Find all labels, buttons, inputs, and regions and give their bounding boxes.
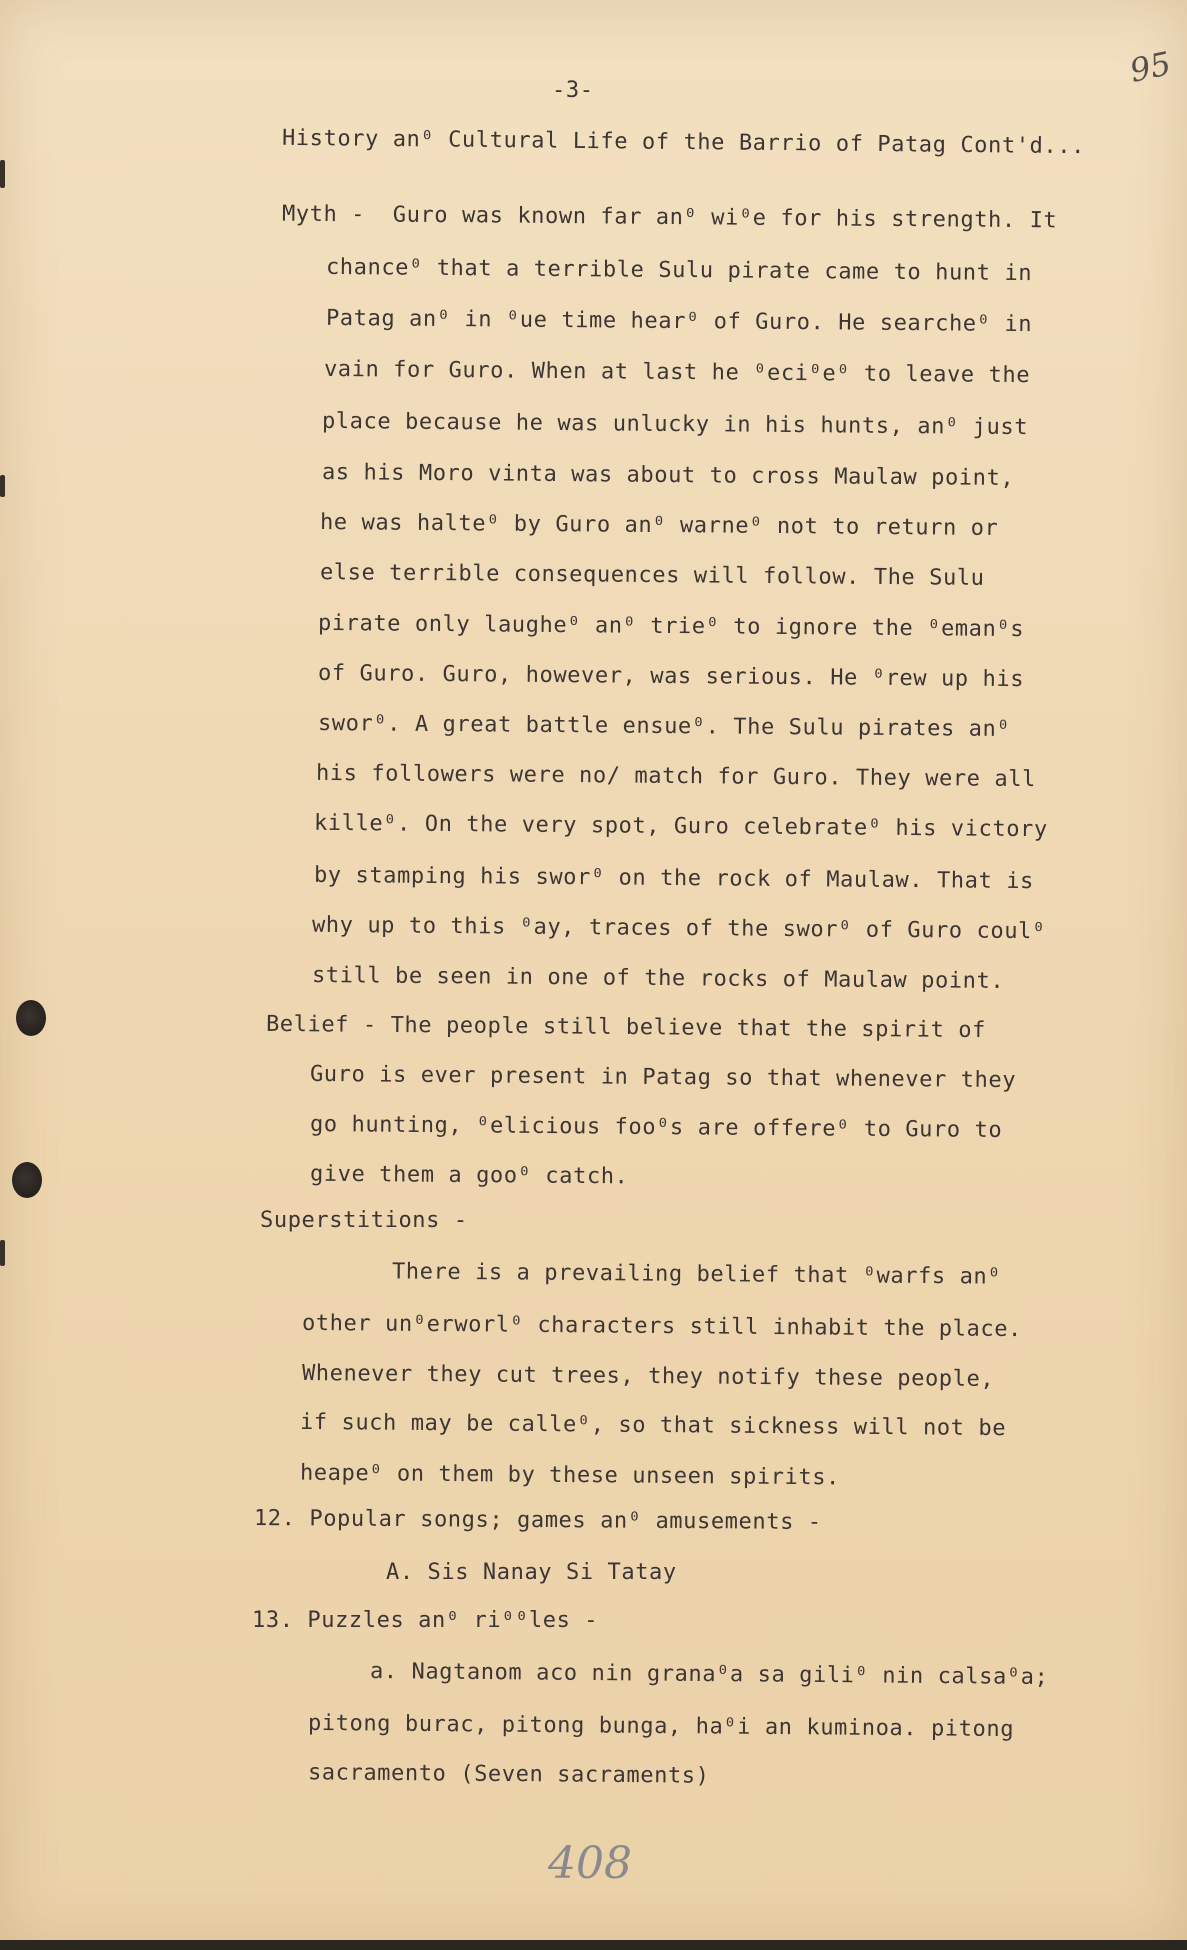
myth-line: kille⁰. On the very spot, Guro celebrate⁰ his victory xyxy=(313,810,1048,843)
myth-line: else terrible consequences will follow. The Sulu xyxy=(319,560,985,591)
scan-bottom-edge xyxy=(0,1940,1187,1950)
section-13-line: sacramento (Seven sacraments) xyxy=(307,1760,710,1789)
superstitions-line: heape⁰ on them by these unseen spirits. xyxy=(299,1460,841,1491)
myth-line: of Guro. Guro, however, was serious. He ⁰rew up his xyxy=(317,660,1025,693)
myth-line: still be seen in one of the rocks of Maulaw point. xyxy=(311,962,1005,995)
myth-line: as his Moro vinta was about to cross Maulaw point, xyxy=(321,459,1015,492)
belief-line: Guro is ever present in Patag so that whenever they xyxy=(309,1061,1017,1094)
myth-line: why up to this ⁰ay, traces of the swor⁰ of Guro coul⁰ xyxy=(311,912,1046,945)
belief-line: Belief - The people still believe that the spirit of xyxy=(265,1011,987,1044)
myth-line: he was halte⁰ by Guro an⁰ warne⁰ not to return or xyxy=(319,510,999,541)
handwritten-page-number: 408 xyxy=(548,1838,632,1889)
edge-mark xyxy=(0,1240,5,1266)
section-12-heading: 12. Popular songs; games an⁰ amusements - xyxy=(253,1506,822,1535)
myth-line: Patag an⁰ in ⁰ue time hear⁰ of Guro. He searche⁰ in xyxy=(325,305,1033,338)
section-13-heading: 13. Puzzles an⁰ ri⁰⁰les - xyxy=(252,1608,599,1633)
edge-mark xyxy=(0,475,5,497)
section-13-line: pitong burac, pitong bunga, ha⁰i an kuminoa. pitong xyxy=(307,1710,1015,1743)
myth-line: by stamping his swor⁰ on the rock of Maulaw. That is xyxy=(313,862,1035,895)
page-number: -3- xyxy=(552,78,594,103)
superstitions-heading: Superstitions - xyxy=(260,1208,468,1233)
superstitions-line: if such may be calle⁰, so that sickness will not be xyxy=(299,1409,1007,1442)
myth-line: swor⁰. A great battle ensue⁰. The Sulu pirates an⁰ xyxy=(317,710,1011,743)
myth-line: place because he was unlucky in his hunts, an⁰ just xyxy=(321,408,1029,441)
superstitions-line: There is a prevailing belief that ⁰warfs an⁰ xyxy=(391,1259,1002,1290)
document-header: History an⁰ Cultural Life of the Barrio of Patag Cont'd... xyxy=(281,125,1086,160)
edge-mark xyxy=(0,160,5,188)
myth-line: vain for Guro. When at last he ⁰eci⁰e⁰ to leave the xyxy=(323,356,1031,389)
myth-line: his followers were no/ match for Guro. They were all xyxy=(315,760,1037,793)
myth-line: Myth - Guro was known far an⁰ wi⁰e for his strength. It xyxy=(281,201,1058,234)
punch-hole xyxy=(12,1162,42,1198)
myth-line: chance⁰ that a terrible Sulu pirate came to hunt in xyxy=(325,254,1033,287)
section-13-line: a. Nagtanom aco nin grana⁰a sa gili⁰ nin calsa⁰a; xyxy=(369,1659,1049,1690)
punch-hole xyxy=(16,1000,46,1036)
belief-line: give them a goo⁰ catch. xyxy=(309,1161,629,1190)
myth-line: pirate only laughe⁰ an⁰ trie⁰ to ignore the ⁰eman⁰s xyxy=(317,610,1025,643)
belief-line: go hunting, ⁰elicious foo⁰s are offere⁰ to Guro to xyxy=(309,1111,1003,1144)
superstitions-line: other un⁰erworl⁰ characters still inhabit the place. xyxy=(301,1310,1023,1343)
section-12-item: A. Sis Nanay Si Tatay xyxy=(386,1560,677,1585)
handwritten-folio-number: 95 xyxy=(1126,44,1175,90)
superstitions-line: Whenever they cut trees, they notify these people, xyxy=(301,1360,995,1393)
